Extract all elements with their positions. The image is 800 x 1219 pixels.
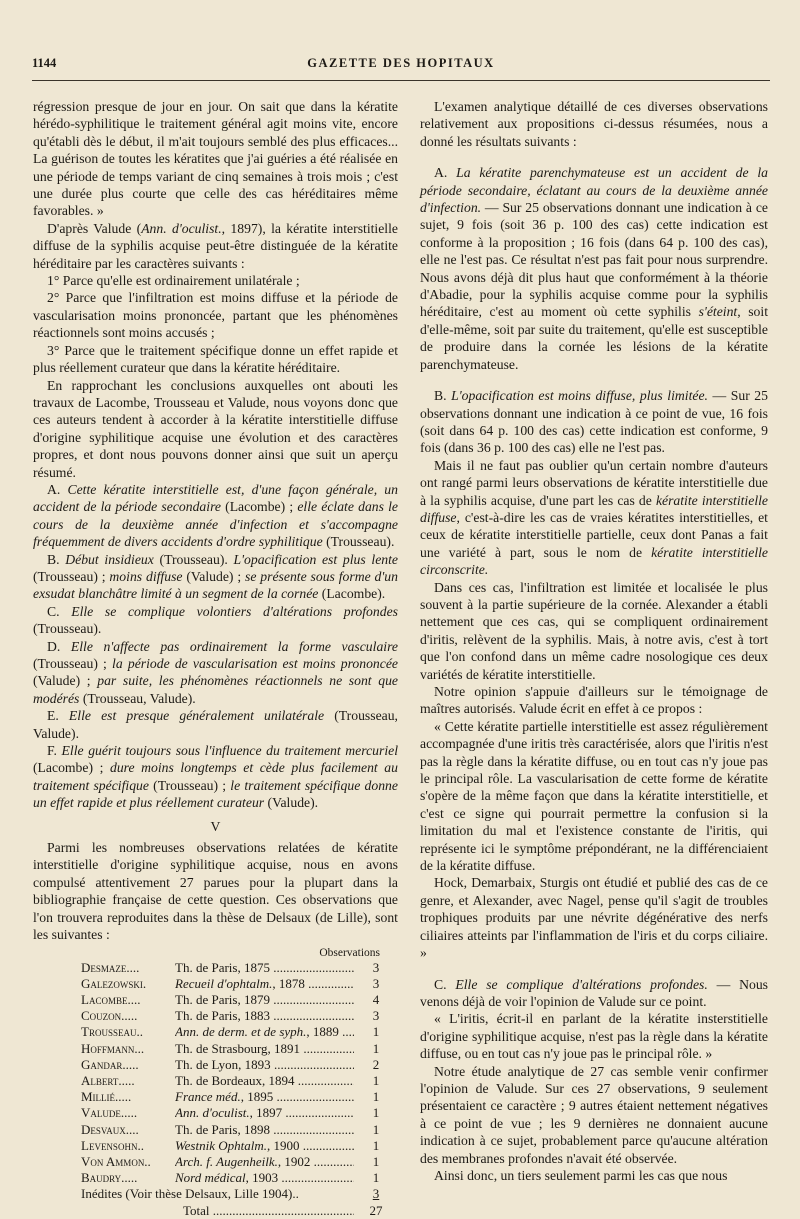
observation-source: Th. de Paris, 1879 ..... — [175, 992, 354, 1008]
observation-count: 1 — [372, 1089, 380, 1105]
observation-author: Levensohn.. — [81, 1137, 144, 1153]
list-item: 3° Parce que le traitement spécifique donne un effet rapide et plus réellement curateur que dans la kératite héréditaire. — [33, 342, 398, 376]
observations-total-row: Total ..... 27 — [33, 1203, 398, 1219]
observation-source: France méd., 1895 ..... — [175, 1089, 354, 1105]
proposition-a: A. La kératite parenchymateuse est un accident de la période secondaire, éclatant au cours de la deuxième année d'infection. — Sur 25 observations donnant une indication à ce sujet, 9 fois (soit 36 p. 100 des cas) cette indication est conforme à la proposition ; 16 fois (dans 64 p. 100 des cas), elle ne l'est pas. Ce résultat n'est pas fait pour nous surprendre. Nous avons déjà dit plus haut que conformément à la théorie d'Abadie, pour la syphilis acquise comme pour la syphilis héréditaire, c'est au moment où cette syphilis s'éteint, soit d'elle-même, soit par suite du traitement, qu'elle est susceptible de produire dans la cornée les lésions de la kératite parenchymateuse. — [420, 165, 769, 372]
observation-count: 1 — [372, 1024, 380, 1040]
observation-count: 3 — [372, 1008, 380, 1024]
paragraph: D'après Valude (Ann. d'oculist., 1897), la kératite interstitielle diffuse de la syphilis acquise peut-être distinguée de la kératite héréditaire par les caractères suivants : — [33, 220, 398, 271]
quotation: Hock, Demarbaix, Sturgis ont étudié et publié des cas de ce genre, et Alexander, avec Nagel, pense qu'il s'agit de troubles trophiques produits par une névrite dégénérative des nerfs ciliaires atteints par l'inflammation de l'iris et du corps ciliaire. » — [420, 875, 768, 961]
observation-author: Gandar..... — [81, 1056, 139, 1072]
list-item: 1° Parce qu'elle est ordinairement unilatérale ; — [47, 273, 300, 289]
observation-author: Galezowski. — [81, 975, 147, 991]
list-item: 2° Parce que l'infiltration est moins diffuse et la période de vascularisation moins prononcée, partant que les phénomènes réactionnels sont moins accusés ; — [33, 290, 398, 341]
summary-item-d: D. Elle n'affecte pas ordinairement la forme vasculaire (Trousseau) ; la période de vascularisation est moins prononcée (Valude) ; par suite, les phénomènes réactionnels ne sont que modérés (Trousseau, Valude). — [33, 638, 398, 706]
observations-unpublished-row: Inédites (Voir thèse Delsaux, Lille 1904).. 3 — [81, 1186, 380, 1202]
observation-source: Westnik Ophtalm., 1900 ..... — [175, 1138, 354, 1154]
observation-source: Th. de Paris, 1875 ..... — [175, 960, 354, 976]
observation-count: 1 — [372, 1040, 380, 1056]
page-header — [32, 56, 770, 81]
observation-source: Th. de Strasbourg, 1891 ..... — [175, 1041, 354, 1057]
paragraph: régression presque de jour en jour. On sait que dans la kératite hérédo-syphilitique le traitement général agit moins vite, encore qu'établi dès le début, il m'ait toujours semblé des plus efficaces... La guérison de toutes les kératites que j'ai guéries a été réalisée en une période de temps variant de cinq semaines à trois mois ; c'est une durée plus courte que celle des cas héréditaires même favorables. » — [33, 99, 398, 219]
paragraph: Mais il ne faut pas oublier qu'un certain nombre d'auteurs ont rangé parmi leurs observations de kératite interstitielle due à la syphilis acquise, d'une part les cas de kératite interstitielle diffuse, c'est-à-dire les cas de vraies kératites interstitielles, et ceux de kératite interstitielle partielle, ceux dont Panas a fait une variété à part, sous le nom de kératite interstitielle circonscrite. — [420, 457, 769, 578]
summary-item-f: F. Elle guérit toujours sous l'influence du traitement mercuriel (Lacombe) ; dure moins longtemps et cède plus facilement au traitement spécifique (Trousseau) ; le traitement spécifique donne un effet rapide et plus réellement curateur (Valude). — [33, 743, 399, 811]
observation-author: Desmaze.... — [81, 959, 140, 975]
observation-source: Arch. f. Augenheilk., 1902 ..... — [175, 1154, 354, 1170]
observations-row — [33, 960, 398, 976]
observation-source: Ann. de derm. et de syph., 1889 ..... — [175, 1024, 354, 1040]
observation-count: 4 — [372, 991, 380, 1007]
observation-source: Ann. d'oculist., 1897 ..... — [175, 1105, 354, 1121]
observation-count: 1 — [372, 1137, 380, 1153]
observations-row — [33, 1041, 398, 1057]
paragraph: Ainsi donc, un tiers seulement parmi les cas que nous — [434, 1167, 728, 1183]
quotation: « Cette kératite partielle interstitielle est assez régulièrement accompagnée d'une iritis très caractérisée, alors que l'iritis n'est pas la règle dans la kératite diffuse, ou en tout cas n'y joue pas le principal rôle. La vascularisation de cette forme de kératite s'opère de la même façon que dans la kératite interstitielle, et c'est ce signe qui pourrait permettre la confusion si la limitation du mal et l'existence constante de l'iritis, qui représente ici le symptôme prépondérant, ne la différenciaient de la kératite diffuse. — [420, 718, 768, 874]
observations-row — [33, 1089, 398, 1105]
paragraph: Dans ces cas, l'infiltration est limitée et localisée le plus souvent à la partie supérieure de la cornée. Alexander a établi nettement que ces cas, qui se compliquent ordinairement d'iritis, relèvent de la syphilis. Mais, à notre avis, c'est à tort que l'on confond dans un même cadre nosologique ces deux variétés de kératite interstitielle. — [420, 579, 768, 682]
right-column — [420, 98, 768, 1184]
observation-author: Trousseau.. — [81, 1024, 143, 1040]
observations-row — [33, 992, 398, 1008]
observation-source: Th. de Paris, 1883 ..... — [175, 1008, 354, 1024]
observations-row — [33, 1057, 398, 1073]
observation-count: 2 — [372, 1056, 380, 1072]
observation-count: 1 — [372, 1153, 380, 1169]
proposition-c: C. Elle se complique d'altérations profondes. — Nous venons déjà de voir l'opinion de Valude sur ce point. — [420, 976, 768, 1009]
observations-row — [33, 1170, 398, 1186]
paragraph: Parmi les nombreuses observations relatées de kératite interstitielle d'origine syphilitique acquise, nous en avons compulsé attentivement 27 parues pour la plupart dans la bibliographie française de cette question. Ces observations que l'on trouvera reproduites dans la thèse de Delsaux (de Lille), sont les suivantes : — [33, 840, 398, 943]
proposition-b: B. L'opacification est moins diffuse, plus limitée. — Sur 25 observations donnant une indication à ce point de vue, 16 fois (soit dans 64 p. 100 des cas) cette indication est conforme, 9 fois (dans 36 p. 100 des cas) elle ne l'est pas. — [420, 388, 768, 456]
observations-row — [33, 1154, 398, 1170]
summary-item-a: A. Cette kératite interstitielle est, d'une façon générale, un accident de la période secondaire (Lacombe) ; elle éclate dans le cours de la deuxième année d'infection et s'accompagne fréquemment de divers accidents d'ordre syphilitique (Trousseau). — [33, 481, 399, 550]
summary-item-c: C. Elle se complique volontiers d'altérations profondes (Trousseau). — [33, 603, 398, 637]
observations-row — [33, 1008, 398, 1024]
left-column — [33, 98, 398, 1219]
section-number: V — [210, 818, 221, 834]
observation-source: Th. de Lyon, 1893 ..... — [175, 1057, 354, 1073]
observation-source: Th. de Bordeaux, 1894 ..... — [175, 1073, 354, 1089]
observations-header: Observations — [319, 946, 380, 959]
page-number: 1144 — [32, 56, 57, 70]
observation-count: 3 — [372, 975, 380, 991]
observations-row — [33, 1138, 398, 1154]
observation-author: Hoffmann... — [81, 1040, 145, 1056]
observation-source: Nord médical, 1903 ..... — [175, 1170, 354, 1186]
observations-table — [33, 946, 398, 1219]
observations-row — [33, 1122, 398, 1138]
paragraph: L'examen analytique détaillé de ces diverses observations relativement aux propositions ci-dessus résumées, nous a donné les résultats suivants : — [420, 99, 768, 149]
summary-item-b: B. Début insidieux (Trousseau). L'opacification est plus lente (Trousseau) ; moins diffuse (Valude) ; se présente sous forme d'un exsudat blanchâtre limité à un segment de la cornée (Lacombe). — [33, 551, 398, 602]
observation-source: Th. de Paris, 1898 ..... — [175, 1122, 354, 1138]
observations-row — [33, 1024, 398, 1040]
observation-author: Valude..... — [81, 1105, 138, 1121]
observation-author: Desvaux.... — [81, 1121, 139, 1137]
observation-author: Millié..... — [81, 1089, 132, 1105]
quotation: « L'iritis, écrit-il en parlant de la kératite insterstitielle d'origine syphilitique acquise, n'est pas la règle dans la kératite diffuse, ou en tout cas n'y joue pas le principal rôle. » — [420, 1011, 768, 1062]
observation-author: Von Ammon.. — [81, 1153, 151, 1169]
observation-author: Albert..... — [81, 1072, 135, 1088]
observation-author: Couzon..... — [81, 1008, 138, 1024]
journal-title: GAZETTE DES HOPITAUX — [307, 56, 495, 70]
summary-item-e: E. Elle est presque généralement unilatérale (Trousseau, Valude). — [33, 708, 398, 741]
observation-author: Baudry..... — [81, 1170, 138, 1186]
observations-row — [33, 976, 398, 992]
observation-source: Recueil d'ophtalm., 1878 ..... — [175, 976, 354, 992]
observation-count: 1 — [372, 1121, 380, 1137]
observation-count: 1 — [372, 1072, 380, 1088]
observation-count: 3 — [372, 959, 380, 975]
paragraph: Notre opinion s'appuie d'ailleurs sur le témoignage de maîtres autorisés. Valude écrit en effet à ce propos : — [420, 684, 768, 717]
paragraph: Notre étude analytique de 27 cas semble venir confirmer l'opinion de Valude. Sur ces 27 observations, 9 seulement présentaient ce caractère ; 9 autres étaient nettement négatives à ce point de vue ; les 9 dernières ne donnaient aucune indication à ce sujet, probablement parce qu'aucune altération des membranes profondes n'avait été observée. — [420, 1063, 768, 1166]
observation-count: 1 — [372, 1170, 380, 1186]
observations-rows — [33, 960, 398, 1187]
observations-row — [33, 1105, 398, 1121]
paragraph: En rapprochant les conclusions auxquelles ont abouti les travaux de Lacombe, Trousseau et Valude, nous voyons donc que ces auteurs tendent à accorder à la kératite interstitielle diffuse d'origine syphilitique acquise une évolution et des caractères propres, et dont nous pouvons donner ainsi que suit un aperçu résumé. — [33, 377, 398, 480]
observations-row — [33, 1073, 398, 1089]
observation-count: 1 — [372, 1105, 380, 1121]
observation-author: Lacombe.... — [81, 991, 141, 1007]
